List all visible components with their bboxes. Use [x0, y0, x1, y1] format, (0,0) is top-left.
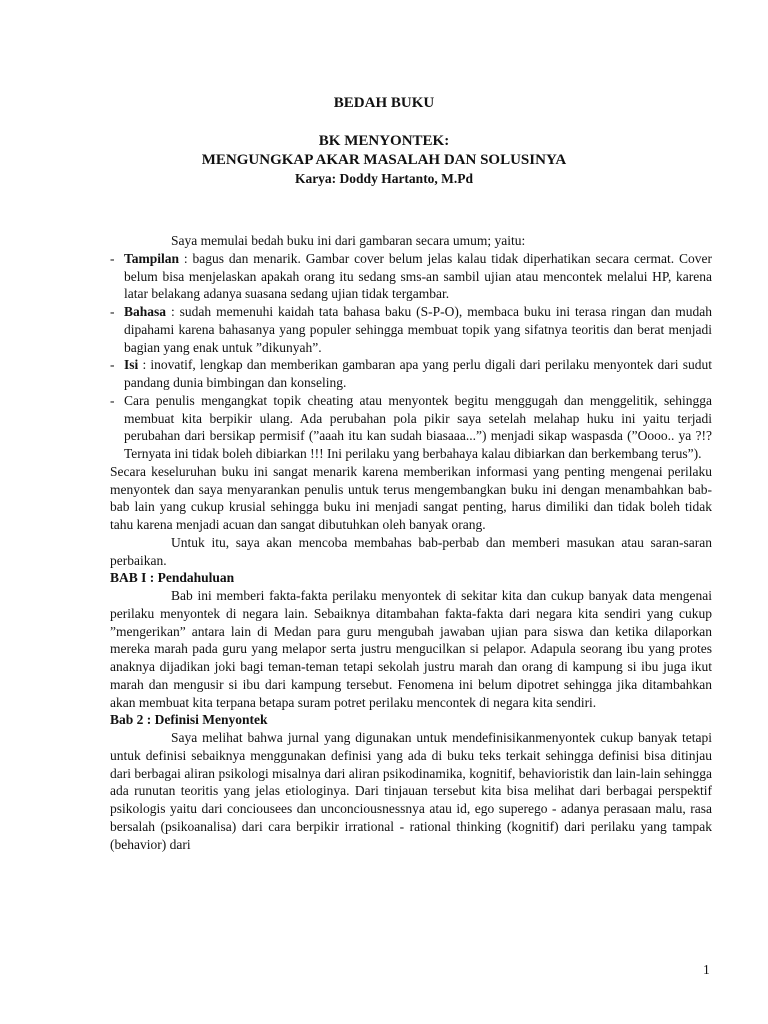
bab1-heading: BAB I : Pendahuluan — [110, 570, 235, 586]
summary-paragraph: Secara keseluruhan buku ini sangat menarik karena memberikan informasi yang penting mengenai perilaku menyontek dan saya menyarankan penulis untuk terus mengembangkan buku ini dengan menambahkan bab-bab lain yang cukup krusial sehingga buku ini menjadi sangat penting, harus dimiliki dan tidak boleh tidak tahu karena menjadi acuan dan sangat dibutuhkan oleh banyak orang. — [110, 463, 712, 532]
book-subtitle: MENGUNGKAP AKAR MASALAH DAN SOLUSINYA — [201, 152, 567, 168]
overview-list — [110, 250, 712, 463]
bullet-dash: - — [110, 392, 115, 408]
intro-paragraph: Saya memulai bedah buku ini dari gambaran secara umum; yaitu: — [171, 233, 526, 248]
page-number: 1 — [703, 962, 710, 977]
bab2-paragraph: Saya melihat bahwa jurnal yang digunakan untuk mendefinisikanmenyontek cukup banyak tetapi untuk definisi sebaiknya menggunakan definisi yang ada di buku teks terkait sehingga definisi bisa ditinjau dari berbagai aliran psikologi misalnya dari aliran psikodinamika, kognitif, behavioristik dan lain-lain sehingga ada runutan teoritis yang jelas etiologinya. Dari tinjauan tersebut kita bisa melihat dari berbagai perspektif psikologis yaitu dari conciousees dan unconciousnessnya atau id, ego superego - adanya perasaan malu, rasa bersalah (psikoanalisa) dari cara berpikir irrational - rational thinking (kognitif) dari perilaku yang tampak (behavior) dari — [110, 730, 712, 852]
bullet-dash: - — [110, 250, 115, 266]
book-title: BK MENYONTEK: — [318, 133, 450, 149]
bullet-text: : inovatif, lengkap dan memberikan gambaran apa yang perlu digali dari perilaku menyontek dari sudut pandang dunia bimbingan dan konseling. — [124, 357, 712, 390]
bullet-text: : sudah memenuhi kaidah tata bahasa baku (S-P-O), membaca buku ini terasa ringan dan mudah dipahami karena bahasanya yang populer sehingga membuat topik yang sifatnya teoritis dan berat menjadi bagian yang enak untuk ”dikunyah”. — [124, 304, 712, 355]
document-title: BEDAH BUKU — [333, 95, 435, 111]
bullet-dash: - — [110, 357, 115, 373]
list-item-tampilan — [110, 250, 712, 303]
closing-paragraph: Untuk itu, saya akan mencoba membahas bab-perbab dan memberi masukan atau saran-saran perbaikan. — [110, 534, 712, 568]
bullet-label: Tampilan — [124, 250, 180, 266]
body-text — [110, 232, 712, 853]
title-block — [60, 94, 708, 187]
author-line: Karya: Doddy Hartanto, M.Pd — [294, 171, 474, 186]
list-item-cara-penulis — [110, 392, 712, 463]
list-item-isi — [110, 356, 712, 392]
bullet-label: Bahasa — [124, 304, 167, 319]
bullet-text: Cara penulis mengangkat topik cheating atau menyontek begitu menggugah dan menggelitik, sehingga membuat kita berpikir ulang. Ada perubahan pola pikir saya setelah melahap huku ini yaitu terjadi perubahan dari bersikap permisif (”aaah itu kan sudah biasaaa...”) menjadi sikap waspasda (”Oooo.. ya ?!? Ternyata ini tidak boleh dibiarkan !!! Ini perilaku yang berbahaya kalau dibiarkan dan berkembang terus”). — [124, 392, 712, 461]
bab1-paragraph: Bab ini memberi fakta-fakta perilaku menyontek di sekitar kita dan cukup banyak data mengenai perilaku menyontek di negara lain. Sebaiknya ditambahan fakta-fakta dari negara kita sendiri yang cukup ”mengerikan” antara lain di Medan para guru mengubah jawaban ujian para siswa dan ketika dilaporkan mereka marah pada guru yang melapor serta justru mengucilkan si pelapor. Adapula seorang ibu yang protes anaknya dijadikan joki bagi teman-teman tetapi sekolah justru marah dan orang di kampung si ibu juga ikut marah dan mengusir si ibu dari kampung tersebut. Fenomena ini belum dipotret sehingga jika ditambahkan akan membuat kita terpana betapa suram potret perilaku mencontek di negara kita sendiri. — [110, 588, 712, 710]
bullet-dash: - — [110, 304, 115, 319]
bullet-text: : bagus dan menarik. Gambar cover belum jelas kalau tidak diperhatikan secara cermat. Cover belum bisa menjelaskan apakah orang itu sedang sms-an sambil ujian atau mencontek melalui HP, karena latar belakang adanya suasana sedang ujian tidak tergambar. — [124, 250, 712, 302]
bullet-label: Isi — [124, 357, 139, 373]
bab2-heading: Bab 2 : Definisi Menyontek — [110, 712, 268, 728]
list-item-bahasa — [110, 303, 712, 356]
